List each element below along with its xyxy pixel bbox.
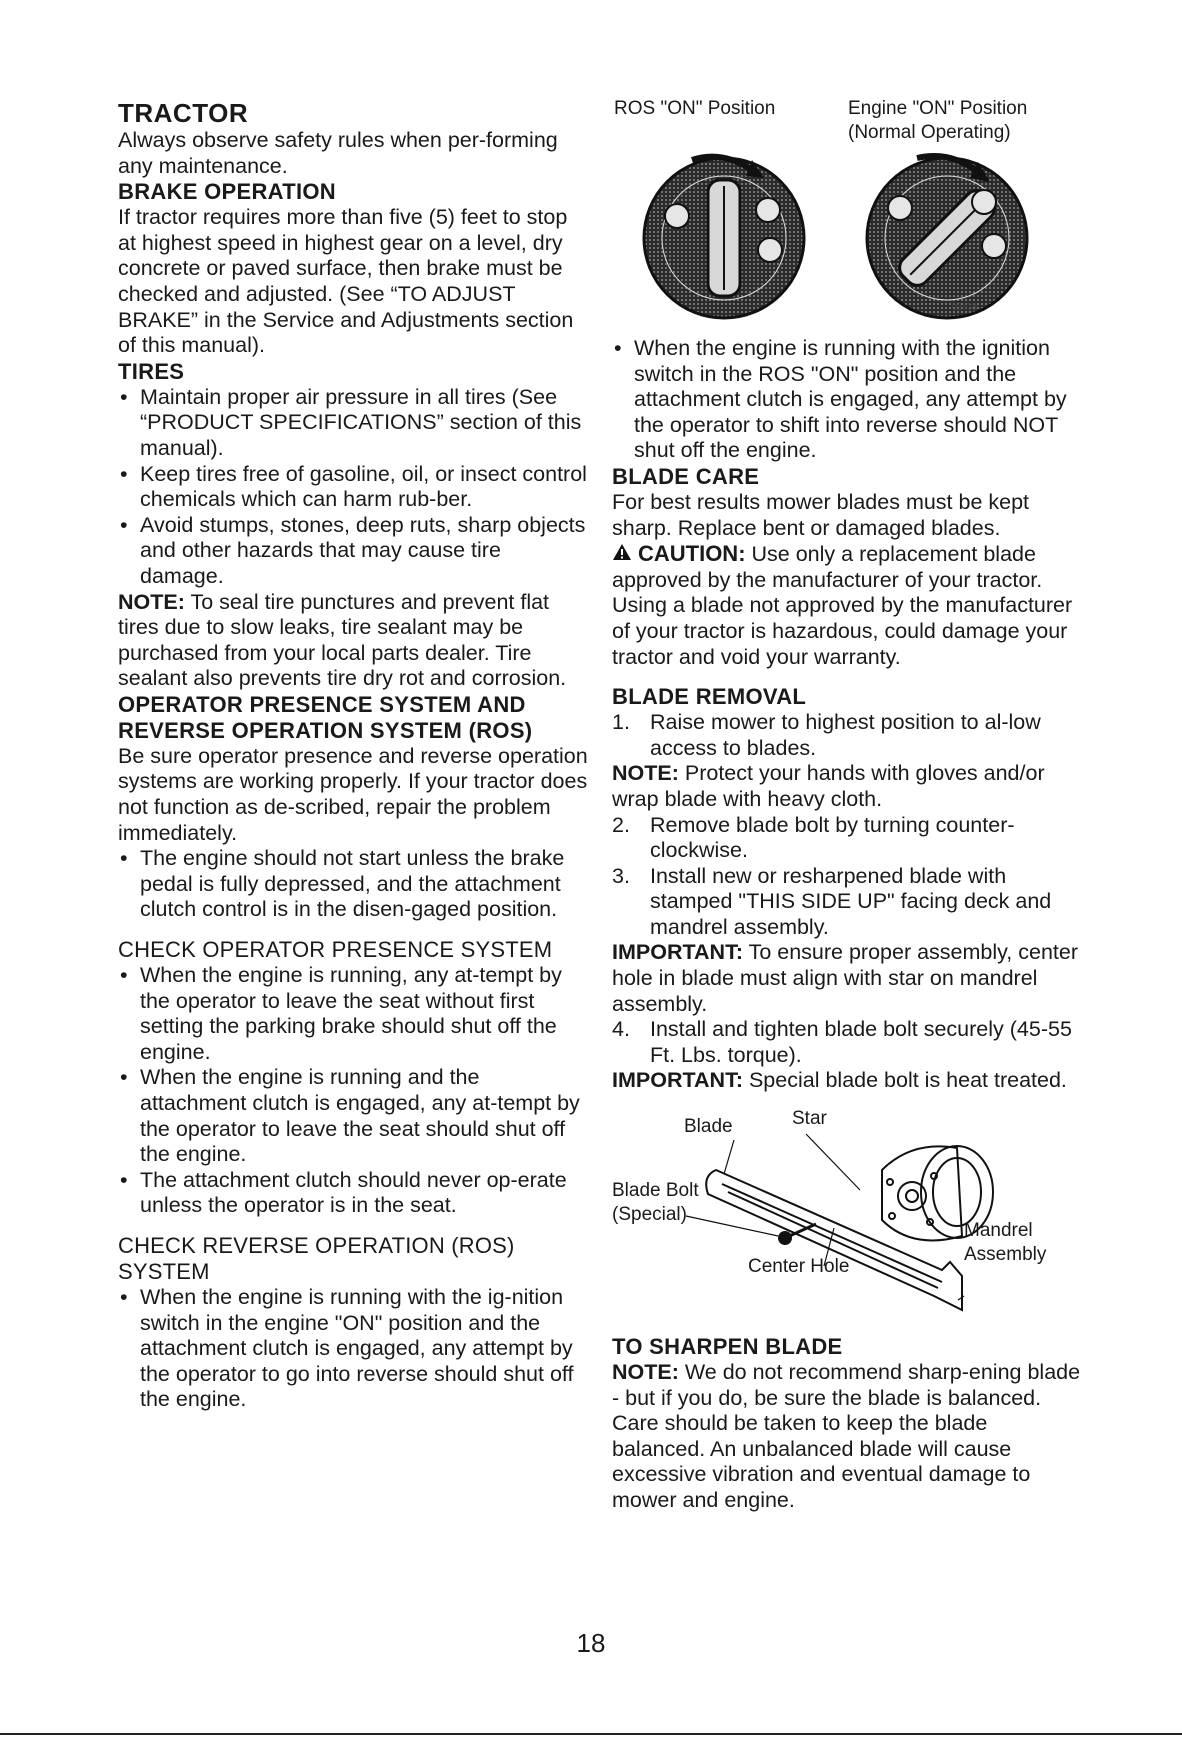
blade-removal-heading: BLADE REMOVAL [612,684,807,710]
mandrel-label: Mandrel [964,1220,1033,1242]
step-3 [612,864,1082,941]
important-text: Special blade bolt is heat treated. [748,1068,1067,1093]
caution-paragraph [612,541,1082,670]
ros-switch-icon [644,157,804,318]
star-label: Star [792,1108,827,1130]
sharpen-text: Care should be taken to keep the blade balanced. An unbalanced blade will cause excessive vibration and eventual damage to mower and engine. [612,1411,1031,1512]
important-paragraph-2 [612,1068,1082,1094]
ros-bullet: • When the engine is running with the ignition switch in the ROS "ON" position and the attachment clutch is engaged, any attempt by the operator to shift into reverse should NOT shut off the engine. [612,336,1082,464]
left-column [118,98,588,1413]
brake-heading: BRAKE OPERATION [118,179,336,205]
blade-bolt-label: Blade Bolt [612,1180,699,1202]
tires-heading: TIRES [118,358,185,384]
step-4 [612,1017,1082,1068]
intro-text: Always observe safety rules when per-forming any maintenance. [118,128,558,178]
step-number: 2. [612,812,630,837]
removal-note [612,761,1082,812]
caution-label: CAUTION: [637,541,746,567]
list-item: • The engine should not start unless the brake pedal is fully depressed, and the attachment clutch control is in the disen-gaged position. [118,846,588,923]
step-number: 4. [612,1017,630,1042]
important-label: IMPORTANT: [612,1068,743,1093]
important-paragraph-1 [612,940,1082,1017]
sharpen-heading: TO SHARPEN BLADE [612,1334,843,1360]
center-hole-label: Center Hole [748,1256,850,1278]
ops-heading: OPERATOR PRESENCE SYSTEM AND REVERSE OPERATION SYSTEM (ROS) [118,691,533,743]
blade-bolt-special-label: (Special) [612,1204,687,1226]
section-title: TRACTOR [118,98,249,128]
bottom-rule [0,1733,1182,1735]
blade-label: Blade [684,1116,733,1138]
check-ros-heading: CHECK REVERSE OPERATION (ROS) SYSTEM [118,1232,515,1284]
list-item: • When the engine is running with the ig-nition switch in the engine "ON" position and the attachment clutch is engaged, any attempt by the operator to go into reverse should shut off the engine. [118,1285,588,1413]
ros-on-caption: ROS "ON" Position [614,98,776,119]
tires-note [118,590,588,692]
list-item: • Avoid stumps, stones, deep ruts, sharp objects and other hazards that may cause tire damage. [118,513,588,590]
ignition-switch-figure [612,98,1082,326]
note-label: NOTE: [612,761,679,786]
note-text: We do not recommend sharp-ening blade - but if you do, be sure the blade is balanced. [612,1360,1081,1410]
step-number: 1. [612,710,630,735]
blade-assembly-figure [612,1100,1082,1330]
note-text: Protect your hands with gloves and/or wrap blade with heavy cloth. [612,761,1045,811]
page-number: 18 [576,1628,606,1658]
note-label: NOTE: [118,589,185,614]
ignition-switch-illustration [612,98,1082,326]
step-number: 3. [612,863,630,888]
check-ops-heading: CHECK OPERATOR PRESENCE SYSTEM [118,937,553,963]
warning-triangle-icon [612,543,632,561]
list-item: • Maintain proper air pressure in all tires (See “PRODUCT SPECIFICATIONS” section of this manual). [118,385,588,462]
step-2 [612,813,1082,864]
blade-care-text: For best results mower blades must be kept sharp. Replace bent or damaged blades. [612,489,1030,540]
normal-operating-caption: (Normal Operating) [848,122,1011,143]
list-item: • The attachment clutch should never op-erate unless the operator is in the seat. [118,1168,588,1219]
step-text: Install new or resharpened blade with stamped "THIS SIDE UP" facing deck and mandrel assembly. [650,863,1052,939]
step-text: Remove blade bolt by turning counter-clockwise. [650,812,1015,863]
mandrel-assembly-label: Assembly [964,1244,1047,1266]
list-item: • Keep tires free of gasoline, oil, or insect control chemicals which can harm rub-ber. [118,462,588,513]
engine-on-caption: Engine "ON" Position [848,98,1028,119]
step-text: Install and tighten blade bolt securely (45-55 Ft. Lbs. torque). [650,1017,1072,1067]
engine-on-switch-icon [867,156,1027,318]
blade-care-heading: BLADE CARE [612,463,760,489]
caution-text: Use only a replacement blade approved by the manufacturer of your tractor. Using a blade not approved by the manufacturer of your tractor is hazardous, could damage your tractor and void your warranty. [612,542,1073,669]
note-label: NOTE: [612,1360,679,1385]
list-item: • When the engine is running, any at-tempt by the operator to leave the seat without first setting the parking brake should shut off the engine. [118,963,588,1065]
important-label: IMPORTANT: [612,940,743,965]
sharpen-note [612,1360,1082,1411]
ops-text: Be sure operator presence and reverse operation systems are working properly. If your tractor does not function as de-scribed, repair the problem immediately. [118,743,588,845]
step-1 [612,710,1082,761]
important-text: To ensure proper assembly, center hole in blade must align with star on mandrel assembly. [612,940,1079,1016]
right-column [612,98,1082,1514]
note-text: To seal tire punctures and prevent flat tires due to slow leaks, tire sealant may be purchased from your local parts dealer. Tire sealant also prevents tire dry rot and corrosion. [118,589,567,691]
step-text: Raise mower to highest position to al-low access to blades. [650,710,1041,760]
list-item: • When the engine is running and the attachment clutch is engaged, any at-tempt by the operator to leave the seat should shut off the engine. [118,1065,588,1167]
figure-code: 02478 [952,302,978,312]
brake-text: If tractor requires more than five (5) feet to stop at highest speed in highest gear on a level, dry concrete or paved surface, then brake must be checked and adjusted. (See “TO ADJUST BRAKE” in the Service and Adjustments section of this manual). [118,205,574,358]
